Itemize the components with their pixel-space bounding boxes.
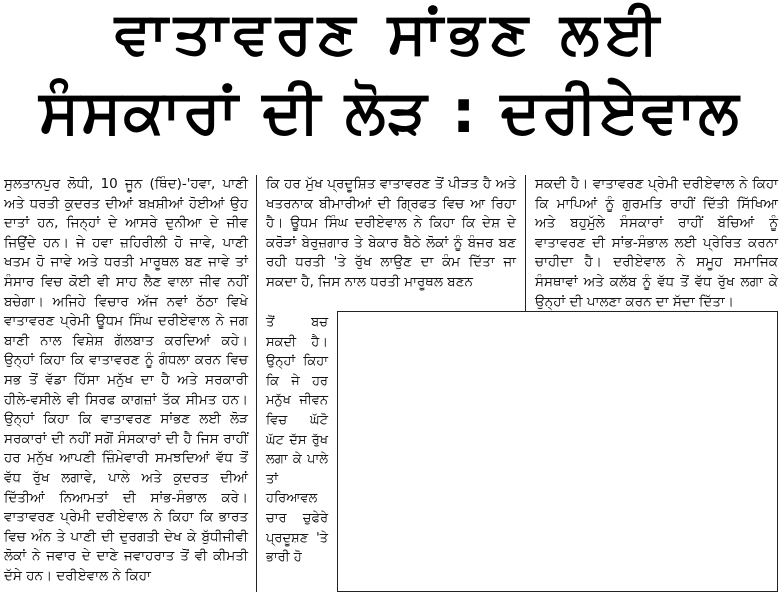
headline-line-2: ਸੰਸਕਾਰਾਂ ਦੀ ਲੋੜ : ਦਰੀਏਵਾਲ xyxy=(39,77,741,147)
article-column-2 xyxy=(266,175,516,313)
photo-placeholder xyxy=(337,311,778,592)
article-paragraph: ਤੋਂ ਬਚ ਸਕਦੀ ਹੈ। ਉਨ੍ਹਾਂ ਕਿਹਾ ਕਿ ਜੇ ਹਰ ਮਨੁੱਖ ਜੀਵਨ ਵਿਚ ਘੱਟੋ ਘੱਟ ਦੱਸ ਰੁੱਖ ਲਗਾ ਕੇ ਪਾਲੇ ਤਾਂ ਹਰਿਆਵਲ ਚਾਰ ਚੁਫੇਰੇ ਪ੍ਰਦੂਸ਼ਣ 'ਤੇ ਭਾਰੀ ਹੋ xyxy=(266,315,328,566)
headline-line-1: ਵਾਤਾਵਰਣ ਸਾਂਭਣ ਲਈ xyxy=(114,0,666,67)
article-paragraph: ਕਿ ਹਰ ਮੁੱਖ ਪ੍ਰਦੂਸ਼ਿਤ ਵਾਤਾਵਰਣ ਤੋਂ ਪੀੜਤ ਹੈ ਅਤੇ ਖਤਰਨਾਕ ਬੀਮਾਰੀਆਂ ਦੀ ਗ੍ਰਿਫਤ ਵਿਚ ਆ ਰਿਹਾ ਹੈ। ਊਧਮ ਸਿੰਘ ਦਰੀਏਵਾਲ ਨੇ ਕਿਹਾ ਕਿ ਦੇਸ਼ ਦੇ ਕਰੋੜਾਂ ਬੇਰੁਜ਼ਗਾਰ ਤੇ ਬੇਕਾਰ ਬੈਠੇ ਲੋਕਾਂ ਨੂੰ ਬੰਜਰ ਬਣ ਰਹੀ ਧਰਤੀ 'ਤੇ ਰੁੱਖ ਲਾਉਣ ਦਾ ਕੰਮ ਦਿੱਤਾ ਜਾ ਸਕਦਾ ਹੈ, ਜਿਸ ਨਾਲ ਧਰਤੀ ਮਾਰੂਥਲ ਬਣਨ xyxy=(266,176,516,290)
article-column-2-narrow xyxy=(266,313,328,592)
column-rule-left xyxy=(256,175,257,592)
article-paragraph: ਸਕਦੀ ਹੈ। ਵਾਤਾਵਰਣ ਪ੍ਰੇਮੀ ਦਰੀਏਵਾਲ ਨੇ ਕਿਹਾ ਕਿ ਮਾਪਿਆਂ ਨੂੰ ਗੁਰਮਤਿ ਰਾਹੀਂ ਦਿੱਤੀ ਸਿੱਖਿਆ ਅਤੇ ਬਹੁਮੁੱਲੇ ਸੰਸਕਾਰਾਂ ਰਾਹੀਂ ਬੱਚਿਆਂ ਨੂੰ ਵਾਤਾਵਰਣ ਦੀ ਸਾਂਭ-ਸੰਭਾਲ ਲਈ ਪ੍ਰੇਰਿਤ ਕਰਨਾ ਚਾਹੀਦਾ ਹੈ। ਦਰੀਏਵਾਲ ਨੇ ਸਮੂਹ ਸਮਾਜਿਕ ਸੰਸਥਾਵਾਂ ਅਤੇ ਕਲੱਬ ਨੂੰ ਵੱਧ ਤੋਂ ਵੱਧ ਰੁੱਖ ਲਗਾ ਕੇ ਉਨ੍ਹਾਂ ਦੀ ਪਾਲਣਾ ਕਰਨ ਦਾ ਸੱਦਾ ਦਿੱਤਾ। xyxy=(535,176,778,310)
article-paragraph: ਸੁਲਤਾਨਪੁਰ ਲੋਧੀ, 10 ਜੂਨ (ਥਿੰਦ)-'ਹਵਾ, ਪਾਣੀ ਅਤੇ ਧਰਤੀ ਕੁਦਰਤ ਦੀਆਂ ਬਖ਼ਸ਼ੀਆਂ ਹੋਈਆਂ ਉਹ ਦਾਤਾਂ ਹਨ, ਜਿਨ੍ਹਾਂ ਦੇ ਆਸਰੇ ਦੁਨੀਆ ਦੇ ਜੀਵ ਜਿਉਂਦੇ ਹਨ। ਜੇ ਹਵਾ ਜ਼ਹਿਰੀਲੀ ਹੋ ਜਾਵੇ, ਪਾਣੀ ਖਤਮ ਹੋ ਜਾਵੇ ਅਤੇ ਧਰਤੀ ਮਾਰੂਥਲ ਬਣ ਜਾਵੇ ਤਾਂ ਸੰਸਾਰ ਵਿਚ ਕੋਈ ਵੀ ਸਾਹ ਲੈਣ ਵਾਲਾ ਜੀਵ ਨਹੀਂ ਬਚੇਗਾ। ਅਜਿਹੇ ਵਿਚਾਰ ਅੱਜ ਨਵਾਂ ਠੱਠਾ ਵਿਖੇ ਵਾਤਾਵਰਣ ਪ੍ਰੇਮੀ ਊਧਮ ਸਿੰਘ ਦਰੀਏਵਾਲ ਨੇ ਜਗ ਬਾਣੀ ਨਾਲ ਵਿਸ਼ੇਸ਼ ਗੱਲਬਾਤ ਕਰਦਿਆਂ ਕਹੇ। ਉਨ੍ਹਾਂ ਕਿਹਾ ਕਿ ਵਾਤਾਵਰਣ ਨੂੰ ਗੰਧਲਾ ਕਰਨ ਵਿਚ ਸਭ ਤੋਂ ਵੱਡਾ ਹਿੱਸਾ ਮਨੁੱਖ ਦਾ ਹੈ ਅਤੇ ਸਰਕਾਰੀ ਹੀਲੇ-ਵਸੀਲੇ ਵੀ ਸਿਰਫ ਕਾਗਜ਼ਾਂ ਤੱਕ ਸੀਮਤ ਹਨ। ਉਨ੍ਹਾਂ ਕਿਹਾ ਕਿ ਵਾਤਾਵਰਣ ਸਾਂਭਣ ਲਈ ਲੋੜ ਸਰਕਾਰਾਂ ਦੀ ਨਹੀਂ ਸਗੋਂ ਸੰਸਕਾਰਾਂ ਦੀ ਹੈ ਜਿਸ ਰਾਹੀਂ ਹਰ ਮਨੁੱਖ ਆਪਣੀ ਜ਼ਿੰਮੇਵਾਰੀ ਸਮਝਦਿਆਂ ਵੱਧ ਤੋਂ ਵੱਧ ਰੁੱਖ ਲਗਾਵੇ, ਪਾਲੇ ਅਤੇ ਕੁਦਰਤ ਦੀਆਂ ਦਿੱਤੀਆਂ ਨਿਆਮਤਾਂ ਦੀ ਸਾਂਭ-ਸੰਭਾਲ ਕਰੇ। ਵਾਤਾਵਰਣ ਪ੍ਰੇਮੀ ਦਰੀਏਵਾਲ ਨੇ ਕਿਹਾ ਕਿ ਭਾਰਤ ਵਿਚ ਅੰਨ ਤੇ ਪਾਣੀ ਦੀ ਦੁਰਗਤੀ ਦੇਖ ਕੇ ਬੁੱਧੀਜੀਵੀ ਲੋਕਾਂ ਨੇ ਜਵਾਰ ਦੇ ਦਾਣੇ ਜਵਾਹਰਾਤ ਤੋਂ ਵੀ ਕੀਮਤੀ ਦੱਸੇ ਹਨ। ਦਰੀਏਵਾਲ ਨੇ ਕਿਹਾ xyxy=(4,176,248,584)
article-column-1 xyxy=(4,175,248,592)
article-column-3 xyxy=(535,175,778,310)
column-rule-right xyxy=(525,175,526,311)
